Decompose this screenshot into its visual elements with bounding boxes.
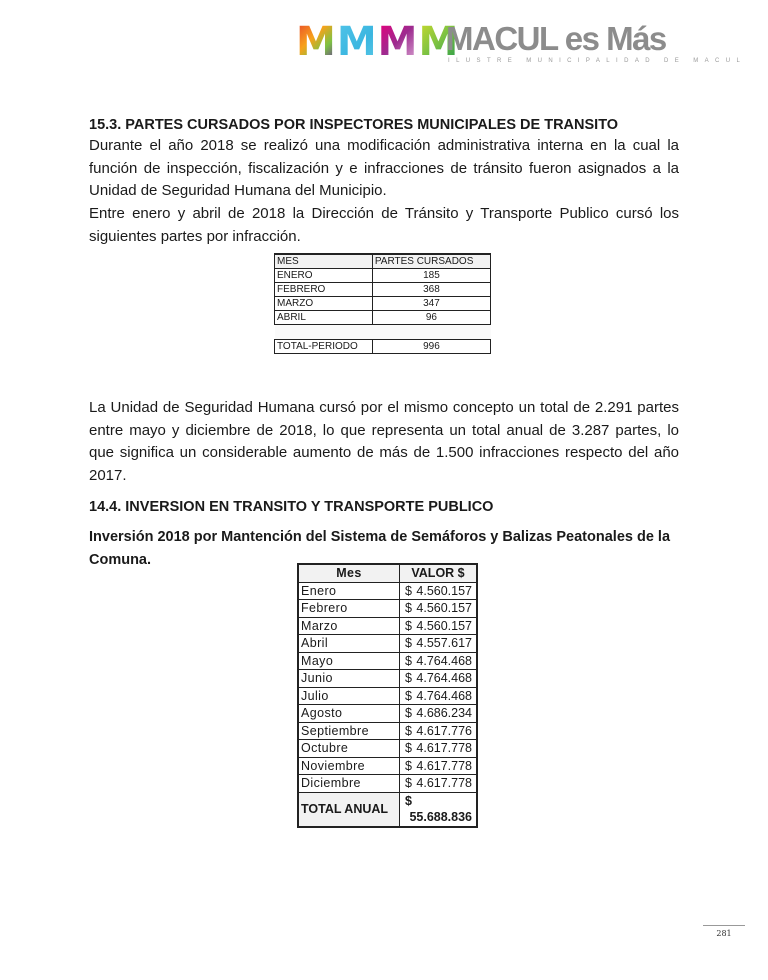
- cell-mes: Agosto: [298, 705, 400, 723]
- table-row: [298, 670, 477, 688]
- currency-sign: $: [405, 636, 412, 650]
- currency-sign: $: [405, 776, 412, 790]
- table-row: [298, 582, 477, 600]
- table-header-row: [275, 254, 491, 269]
- table-row: [298, 775, 477, 793]
- spacer-row: [275, 325, 491, 340]
- amount: 55.688.836: [409, 810, 472, 824]
- cell-valor: [400, 670, 478, 688]
- total-value: [400, 792, 478, 827]
- footer-divider: [703, 925, 745, 926]
- cell-mes: Enero: [298, 582, 400, 600]
- cell-mes: Marzo: [298, 617, 400, 635]
- amount: 4.764.468: [416, 688, 472, 703]
- currency-sign: $: [405, 793, 412, 808]
- table-row: [298, 740, 477, 758]
- header-partes: PARTES CURSADOS: [372, 254, 490, 269]
- table-row: [275, 283, 491, 297]
- section-15-3: [89, 114, 679, 137]
- macul-logo: [296, 19, 747, 66]
- table-row: [298, 757, 477, 775]
- currency-sign: $: [405, 741, 412, 755]
- cell-mes: MARZO: [275, 297, 373, 311]
- table-row: [298, 652, 477, 670]
- cell-valor: [400, 600, 478, 618]
- currency-sign: $: [405, 706, 412, 720]
- cell-mes: Septiembre: [298, 722, 400, 740]
- cell-mes: Diciembre: [298, 775, 400, 793]
- table-row: [275, 269, 491, 283]
- currency-sign: $: [405, 688, 412, 703]
- cell-valor: [400, 687, 478, 705]
- amount: 4.560.157: [416, 583, 472, 598]
- cell-mes: ABRIL: [275, 311, 373, 325]
- amount: 4.560.157: [416, 618, 472, 633]
- cell-mes: Mayo: [298, 652, 400, 670]
- paragraph-2: [89, 203, 679, 248]
- cell-valor: [400, 582, 478, 600]
- spacer-cell: [275, 325, 373, 340]
- table-row: [298, 600, 477, 618]
- amount: 4.764.468: [416, 653, 472, 668]
- logo-letter-4: M: [418, 19, 458, 65]
- cell-mes: Junio: [298, 670, 400, 688]
- paragraph-text: Durante el año 2018 se realizó una modificación administrativa interna en la cual la función de inspección, fiscalización y e infracciones de tránsito fueron asignados a la Unidad de Seguridad Humana del Municipio.: [89, 137, 679, 199]
- header-mes: MES: [275, 254, 373, 269]
- amount: 4.557.617: [416, 636, 472, 650]
- cell-valor: [400, 635, 478, 653]
- header-mes: Mes: [298, 564, 400, 582]
- cell-valor: [400, 652, 478, 670]
- inversion-table: [297, 563, 478, 828]
- section-heading: 15.3. PARTES CURSADOS POR INSPECTORES MUNICIPALES DE TRANSITO: [89, 117, 619, 133]
- amount: 4.617.778: [416, 741, 472, 755]
- paragraph-text: Entre enero y abril de 2018 la Dirección de Tránsito y Transporte Publico cursó los siguientes partes por infracción.: [89, 205, 679, 245]
- table-row: [298, 635, 477, 653]
- cell-mes: Abril: [298, 635, 400, 653]
- total-label: TOTAL-PERIODO: [275, 340, 373, 354]
- currency-sign: $: [405, 758, 412, 773]
- table-row: [275, 311, 491, 325]
- total-label: TOTAL ANUAL: [298, 792, 400, 827]
- page-number: 281: [716, 929, 732, 938]
- spacer-cell: [372, 325, 490, 340]
- amount: 4.560.157: [416, 601, 472, 615]
- cell-partes: 96: [372, 311, 490, 325]
- amount: 4.617.778: [416, 776, 472, 790]
- total-value: 996: [372, 340, 490, 354]
- currency-sign: $: [405, 583, 412, 598]
- cell-valor: [400, 740, 478, 758]
- total-row: [275, 340, 491, 354]
- amount: 4.617.778: [416, 758, 472, 773]
- mmmm-logo-mark: [296, 19, 458, 65]
- section-heading: 14.4. INVERSION EN TRANSITO Y TRANSPORTE PUBLICO: [89, 499, 494, 515]
- cell-valor: [400, 705, 478, 723]
- table-row: [298, 617, 477, 635]
- table-row: [298, 722, 477, 740]
- brand-name: MACUL es Más: [446, 20, 666, 57]
- table-row: [298, 705, 477, 723]
- cell-mes: Octubre: [298, 740, 400, 758]
- amount: 4.686.234: [416, 706, 472, 720]
- cell-mes: FEBRERO: [275, 283, 373, 297]
- amount: 4.617.776: [416, 723, 472, 738]
- cell-valor: [400, 757, 478, 775]
- currency-sign: $: [405, 618, 412, 633]
- table-header-row: [298, 564, 477, 582]
- currency-sign: $: [405, 723, 412, 738]
- table-row: [298, 687, 477, 705]
- cell-valor: [400, 617, 478, 635]
- section-14-4: [89, 496, 679, 519]
- logo-letter-1: M: [296, 19, 335, 65]
- subheading: Inversión 2018 por Mantención del Sistema de Semáforos y Balizas Peatonales de la Comuna.: [89, 529, 671, 568]
- partes-cursados-table: [274, 253, 491, 354]
- logo-letter-2: M: [336, 19, 376, 65]
- cell-partes: 368: [372, 283, 490, 297]
- currency-sign: $: [405, 601, 412, 615]
- cell-partes: 347: [372, 297, 490, 311]
- paragraph-text: La Unidad de Seguridad Humana cursó por el mismo concepto un total de 2.291 partes entre mayo y diciembre de 2018, lo que representa un total anual de 3.287 partes, lo que significa un considerable aumento de más de 1.500 infracciones respecto del año 2017.: [89, 399, 679, 484]
- cell-mes: Julio: [298, 687, 400, 705]
- amount: 4.764.468: [416, 671, 472, 685]
- paragraph-3: [89, 397, 679, 487]
- currency-sign: $: [405, 653, 412, 668]
- paragraph-1: [89, 135, 679, 203]
- cell-mes: ENERO: [275, 269, 373, 283]
- brand-tagline: ILUSTRE MUNICIPALIDAD DE MACUL: [448, 58, 747, 64]
- cell-mes: Noviembre: [298, 757, 400, 775]
- cell-partes: 185: [372, 269, 490, 283]
- cell-valor: [400, 722, 478, 740]
- header-valor: VALOR $: [400, 564, 478, 582]
- total-row: [298, 792, 477, 827]
- cell-mes: Febrero: [298, 600, 400, 618]
- currency-sign: $: [405, 671, 412, 685]
- cell-valor: [400, 775, 478, 793]
- table-row: [275, 297, 491, 311]
- logo-letter-3: M: [377, 19, 417, 65]
